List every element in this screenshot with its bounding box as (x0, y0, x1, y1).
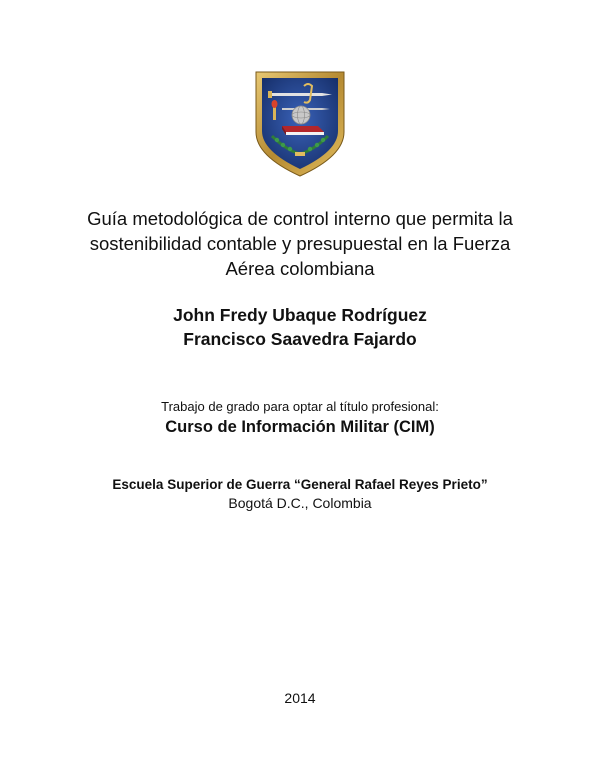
author-name: Francisco Saavedra Fajardo (183, 329, 417, 349)
title-line: Aérea colombiana (225, 258, 375, 279)
authors (60, 303, 540, 351)
title-line: Guía metodológica de control interno que permita la (87, 208, 513, 229)
year: 2014 (284, 690, 316, 706)
school-name: Escuela Superior de Guerra “General Rafael Reyes Prieto” (112, 477, 488, 492)
degree-name: Curso de Información Militar (CIM) (165, 418, 435, 436)
school-crest-icon (252, 70, 348, 178)
document-title (60, 206, 540, 281)
location: Bogotá D.C., Colombia (228, 495, 372, 511)
author-name: John Fredy Ubaque Rodríguez (173, 305, 427, 325)
degree-intro: Trabajo de grado para optar al título profesional: (161, 399, 439, 414)
title-line: sostenibilidad contable y presupuestal en la Fuerza (89, 233, 511, 254)
